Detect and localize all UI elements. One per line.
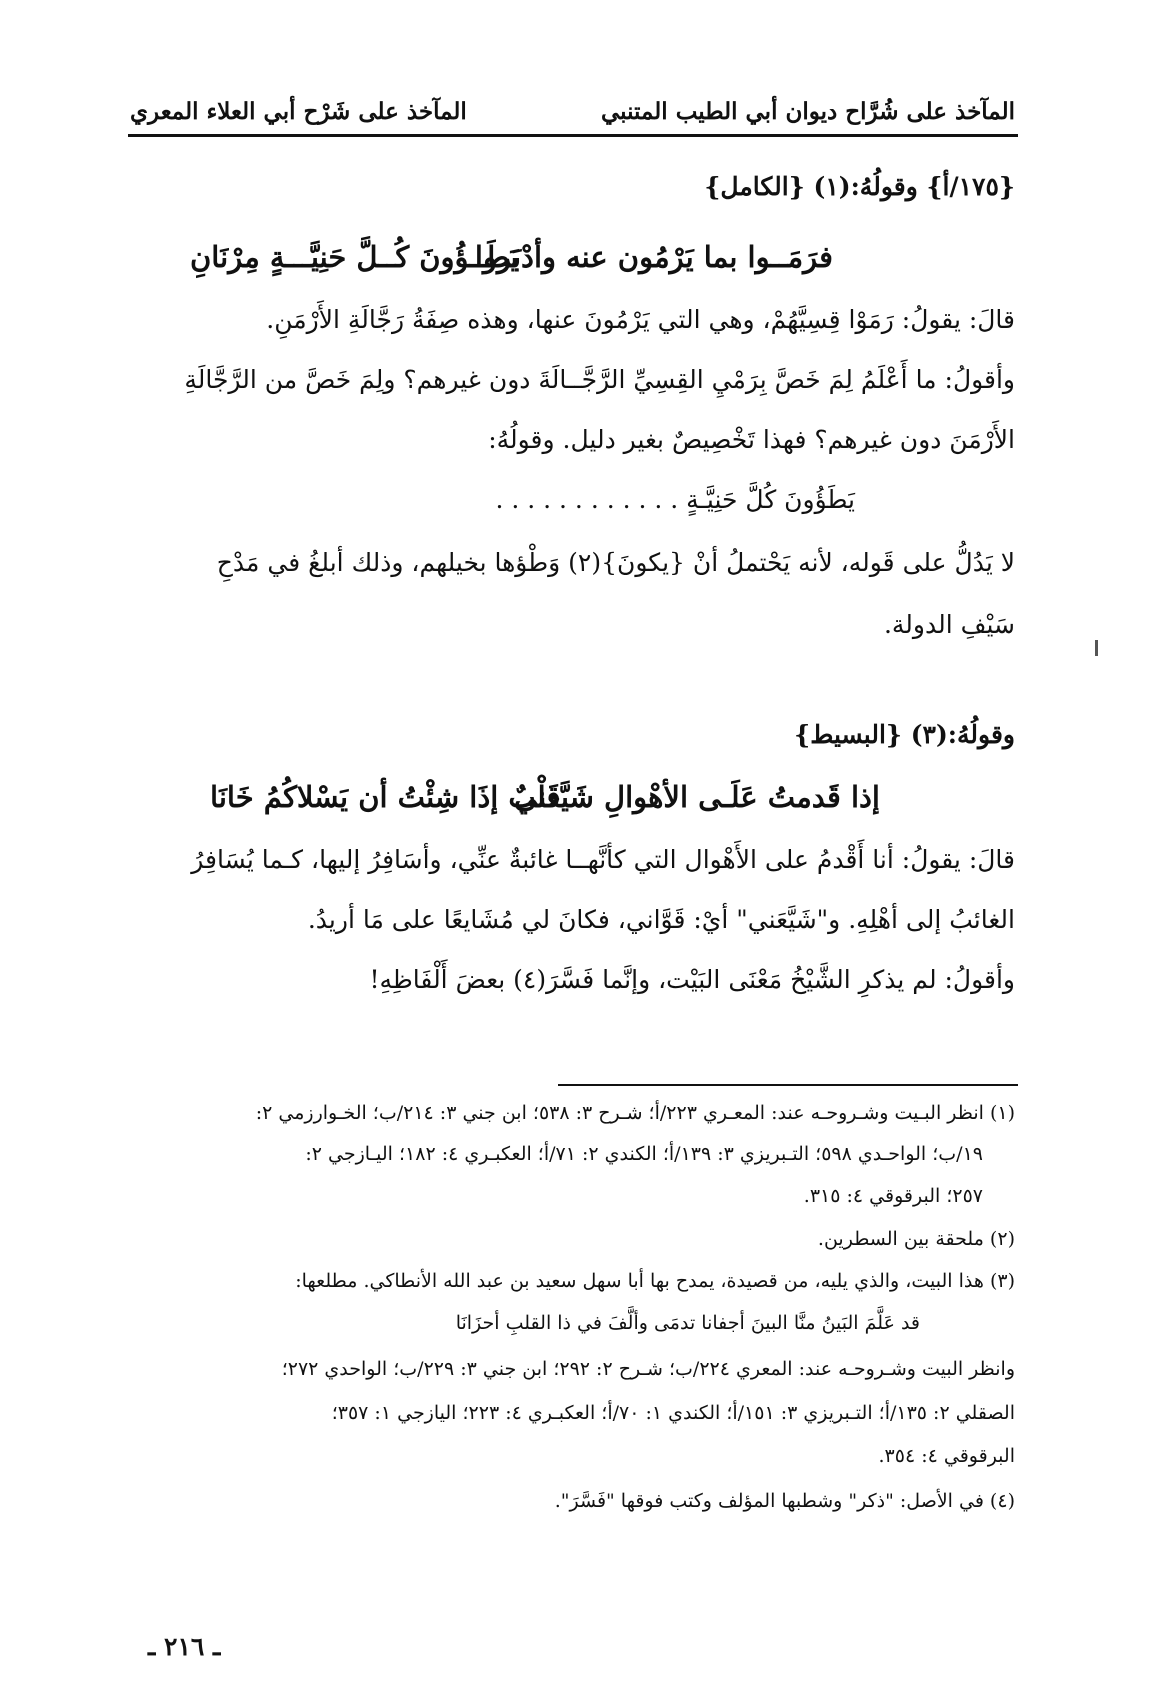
footnote-3-line4: البرقوقي ٤: ٣٥٤. <box>878 1445 1015 1467</box>
footnote-3-line3: الصقلي ٢: ١٣٥/أ؛ التـبريزي ٣: ١٥١/أ؛ الكندي ١: ٧٠/أ؛ العكبـري ٤: ٢٢٣؛ اليازجي ١: ٣٥٧؛ <box>331 1402 1015 1424</box>
entry1-qala: قالَ: يقولُ: رَمَوْا قِسِيَّهُمْ، وهي التي يَرْمُونَ عنها، وهذه صِفَةُ رَجَّالَةِ الأَرْمَنِ. <box>266 305 1015 334</box>
entry2-qala-line2: الغائبُ إلى أهْلِهِ. و"شَيَّعَني" أيْ: قَوَّاني، فكانَ لي مُشَايعًا على مَا أريدُ. <box>307 905 1015 934</box>
footnote-1-line3: ٢٥٧؛ البرقوقي ٤: ٣١٥. <box>803 1185 983 1207</box>
footnote-4: (٤) في الأصل: "ذكر" وشطبها المؤلف وكتب فوقها "فَسَّرَ". <box>554 1490 1015 1512</box>
entry2-heading: وقولُهُ:(٣) {البسيط} <box>794 720 1015 749</box>
footnote-3-verse: قد عَلَّمَ البَينُ منَّا البينَ أجفانا تدمَى وألَّفَ في ذا القلبِ أحزَانَا <box>455 1312 920 1334</box>
entry2-verse-first-hemistich: إذا قَدمتُ عَلَـى الأهْوالِ شَيَّعني <box>513 780 880 814</box>
running-head-book-title: المآخذ على شُرَّاح ديوان أبي الطيب المتنبي <box>601 98 1015 125</box>
entry1-comment-line2: سَيْفِ الدولة. <box>883 610 1015 639</box>
page-number: ـ ٢١٦ ـ <box>148 1632 221 1661</box>
entry2-qala-line1: قالَ: يقولُ: أنا أَقْدمُ على الأَهْوال التي كأنَّهــا غائبةٌ عنِّي، وأسَافِرُ إليها، كـما يُسَافِرُ <box>191 845 1015 874</box>
entry2-verse-second-hemistich: قَلْبٌ إذَا شِئْتُ أن يَسْلاكُمُ خَانَا <box>210 780 561 814</box>
entry1-verse-second-hemistich: يَطَــؤُونَ كُــلَّ حَنِيَّـــةٍ مِرْنَانِ <box>190 240 519 274</box>
entry1-quoted-verse: يَطَؤُونَ كُلَّ حَنِيَّـةٍ . . . . . . . . . . . . <box>495 485 855 514</box>
entry1-heading: {١٧٥/أ} وقولُهُ:(١) {الكامل} <box>704 172 1015 201</box>
footnote-separator <box>558 1084 1018 1086</box>
margin-mark <box>1095 640 1098 656</box>
entry1-aqul-line2: الأَرْمَنَ دون غيرهم؟ فهذا تَخْصِيصٌ بغير دليل. وقولُهُ: <box>488 425 1015 454</box>
header-rule <box>128 134 1018 137</box>
footnote-1-line2: ١٩/ب؛ الواحـدي ٥٩٨؛ التـبريزي ٣: ١٣٩/أ؛ الكندي ٢: ٧١/أ؛ العكبـري ٤: ١٨٢؛ اليـازجي ٢: <box>305 1143 983 1165</box>
footnote-2: (٢) ملحقة بين السطرين. <box>817 1228 1015 1250</box>
footnote-1-line1: (١) انظر البـيت وشـروحـه عند: المعـري ٢٢٣/أ؛ شـرح ٣: ٥٣٨؛ ابن جني ٣: ٢١٤/ب؛ الخـوارزمي ٢: <box>255 1102 1015 1124</box>
entry1-aqul-line1: وأقولُ: ما أَعْلَمُ لِمَ خَصَّ بِرَمْيِ القِسِيِّ الرَّجَّــالَةَ دون غيرهم؟ ولِمَ خَصَّ من الرَّجَّالَةِ <box>184 365 1015 394</box>
entry2-aqul: وأقولُ: لم يذكرِ الشَّيْخُ مَعْنَى البَيْت، وإنَّما فَسَّرَ(٤) بعضَ أَلْفَاظِهِ! <box>369 965 1015 994</box>
entry1-verse-first-hemistich: فرَمَــوا بما يَرْمُون عنه وأدْبَروا <box>474 240 833 274</box>
entry1-comment-line1: لا يَدُلُّ على قَوله، لأنه يَحْتملُ أنْ {يكونَ}(٢) وَطْؤها بخيلهم، وذلك أبلغُ في مَدْحِ <box>216 548 1015 577</box>
footnote-3-line2: وانظر البيت وشـروحـه عند: المعري ٢٢٤/ب؛ شـرح ٢: ٢٩٢؛ ابن جني ٣: ٢٢٩/ب؛ الواحدي ٢٧٢؛ <box>281 1358 1015 1380</box>
running-head-section-title: المآخذ على شَرْح أبي العلاء المعري <box>130 98 467 125</box>
footnote-3-line1: (٣) هذا البيت، والذي يليه، من قصيدة، يمدح بها أبا سهل سعيد بن عبد الله الأنطاكي. مطلعها: <box>295 1270 1015 1292</box>
